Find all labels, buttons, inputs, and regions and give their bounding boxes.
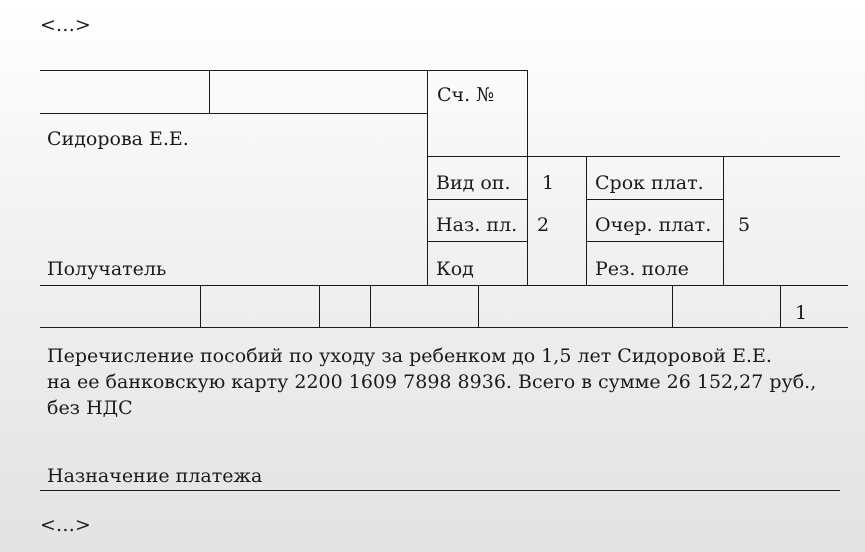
purpose-line-1: Перечисление пособий по уходу за ребенком до 1,5 лет Сидоровой Е.Е. <box>47 345 772 367</box>
form-line-fields-row1 <box>428 199 527 200</box>
form-line-fields-row2-right <box>586 241 723 242</box>
tax-cell-divider-2 <box>319 285 320 327</box>
due-date-label: Срок плат. <box>595 172 704 194</box>
form-vline-main <box>427 70 428 285</box>
tax-cell-divider-3 <box>370 285 371 327</box>
tax-cell-divider-5 <box>672 285 673 327</box>
ellipsis-bottom: <…> <box>40 514 91 536</box>
payer-name: Сидорова Е.Е. <box>47 128 189 150</box>
form-line-fields-top <box>428 156 840 157</box>
purpose-code-value: 2 <box>537 214 550 236</box>
form-line-tax-top <box>40 285 848 286</box>
form-vline-top-cell <box>209 70 210 113</box>
recipient-label: Получатель <box>47 258 167 280</box>
form-line-top <box>40 70 528 71</box>
form-line-payer-top <box>40 113 428 114</box>
tax-row-last-value: 1 <box>795 302 808 324</box>
form-line-fields-row2 <box>428 241 527 242</box>
ellipsis-top: <…> <box>40 14 91 36</box>
priority-label: Очер. плат. <box>595 214 712 236</box>
tax-cell-divider-4 <box>478 285 479 327</box>
tax-cell-divider-1 <box>200 285 201 327</box>
form-vline-field-labels-right <box>586 156 587 285</box>
form-line-fields-row1-right <box>586 199 723 200</box>
payment-purpose-text <box>47 343 847 421</box>
priority-value: 5 <box>738 214 751 236</box>
form-vline-account <box>527 70 528 156</box>
purpose-line-2: на ее банковскую карту 2200 1609 7898 8936. Всего в сумме 26 152,27 руб., <box>47 371 817 393</box>
form-vline-field-values <box>527 156 528 285</box>
op-type-label: Вид оп. <box>436 172 511 194</box>
purpose-code-label: Наз. пл. <box>436 214 518 236</box>
tax-cell-divider-6 <box>780 285 781 327</box>
purpose-line-3: без НДС <box>47 397 133 419</box>
account-number-label: Сч. № <box>437 84 495 106</box>
code-label: Код <box>436 258 474 280</box>
payment-purpose-label: Назначение платежа <box>47 465 263 487</box>
form-line-tax-bottom <box>40 327 848 328</box>
form-vline-field-values-right <box>723 156 724 285</box>
reserve-field-label: Рез. поле <box>595 258 689 280</box>
op-type-value: 1 <box>542 172 555 194</box>
form-line-purpose-bottom <box>40 490 840 491</box>
